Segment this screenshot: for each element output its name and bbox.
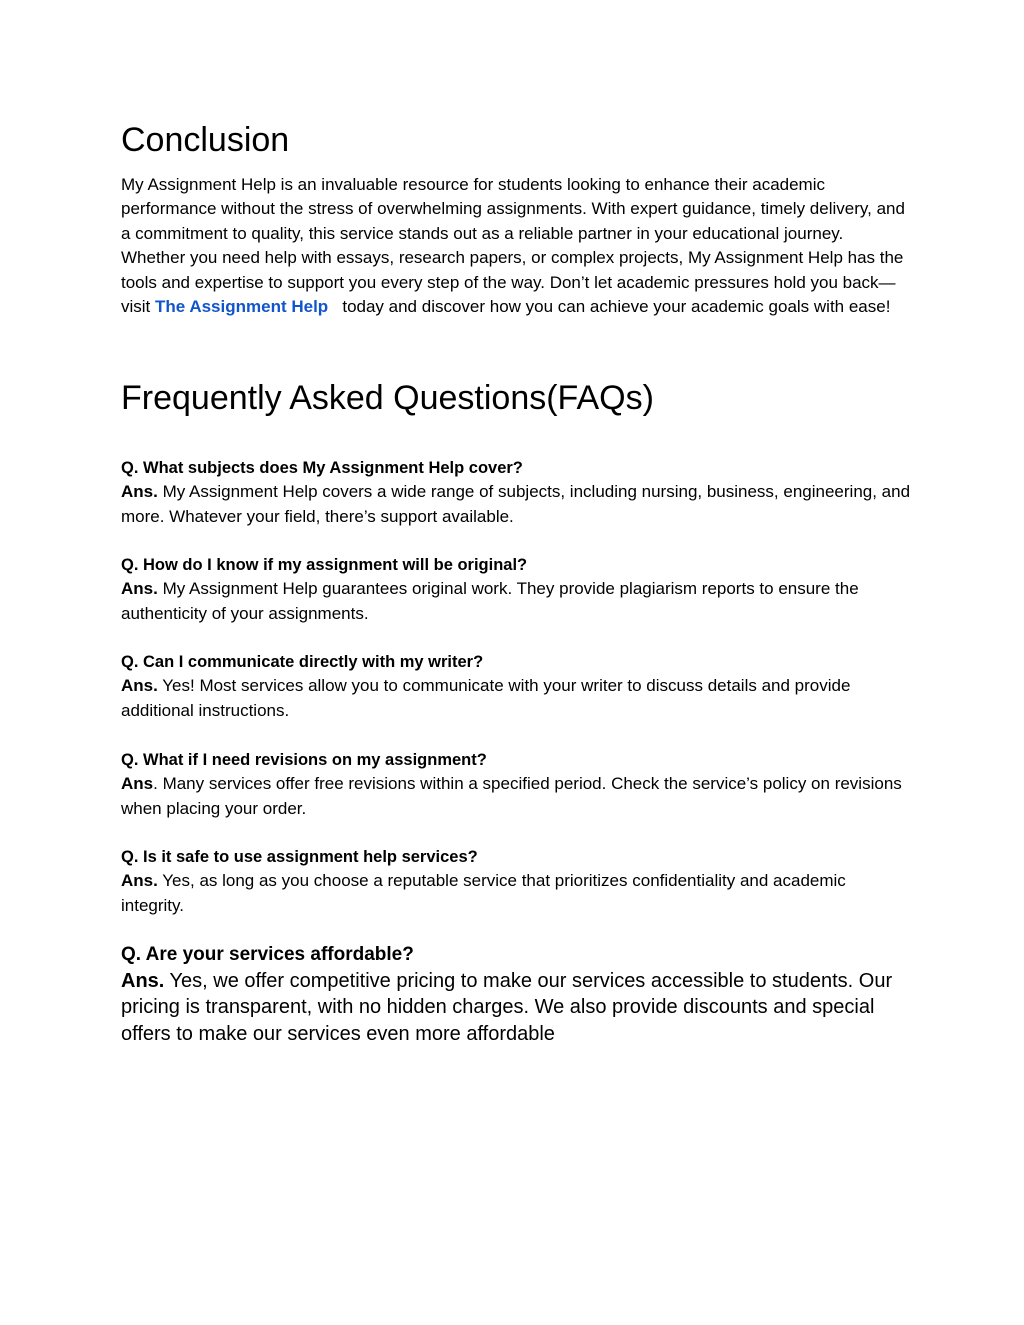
faq-answer: [121, 674, 911, 723]
conclusion-heading: Conclusion: [121, 121, 290, 159]
the-assignment-help-link[interactable]: The Assignment Help: [155, 297, 329, 317]
answer-label: Ans: [121, 774, 154, 794]
answer-label: Ans.: [121, 482, 158, 502]
answer-text: . Many services offer free revisions within a specified period. Check the service’s policy on revisions when placing your order.: [121, 774, 902, 818]
faq-item: [121, 748, 911, 821]
answer-label: Ans.: [121, 676, 158, 696]
faq-item: [121, 553, 911, 626]
faq-answer: [121, 480, 911, 529]
faq-answer: [121, 869, 911, 918]
conclusion-text-before-link: My Assignment Help is an invaluable resource for students looking to enhance their academic performance without the stress of overwhelming assignments. With expert guidance, timely delivery, and a commitment to quality, this service stands out as a reliable partner in your educational journey. Whether you need help with essays, research papers, or complex projects, My Assignment Help has the tools and expertise to support you every step of the way. Don’t let academic pressures hold you back—visit: [121, 175, 905, 317]
answer-label: Ans.: [121, 970, 165, 992]
answer-text: Yes, we offer competitive pricing to make our services accessible to students. Our pricing is transparent, with no hidden charges. We also provide discounts and special offers to make our services even more affordable: [121, 970, 893, 1045]
faq-question: Q. What if I need revisions on my assignment?: [121, 751, 487, 769]
faq-question: Q. What subjects does My Assignment Help cover?: [121, 459, 523, 477]
faq-heading: Frequently Asked Questions(FAQs): [121, 379, 654, 417]
faq-answer: [121, 968, 911, 1047]
faq-item: [121, 942, 911, 1047]
faq-item: [121, 456, 911, 529]
faq-item: [121, 650, 911, 723]
answer-label: Ans.: [121, 579, 158, 599]
faq-answer: [121, 577, 911, 626]
answer-text: Yes, as long as you choose a reputable service that prioritizes confidentiality and academic integrity.: [121, 871, 846, 915]
answer-text: My Assignment Help guarantees original work. They provide plagiarism reports to ensure the authenticity of your assignments.: [121, 579, 859, 623]
conclusion-paragraph: [121, 173, 911, 319]
faq-question: Q. Is it safe to use assignment help services?: [121, 848, 478, 866]
answer-text: Yes! Most services allow you to communicate with your writer to discuss details and provide additional instructions.: [121, 676, 851, 720]
faq-item: [121, 845, 911, 918]
faq-question: Q. Can I communicate directly with my writer?: [121, 653, 484, 671]
conclusion-text-after-link: today and discover how you can achieve your academic goals with ease!: [328, 297, 891, 317]
answer-text: My Assignment Help covers a wide range of subjects, including nursing, business, engineering, and more. Whatever your field, there’s support available.: [121, 482, 911, 526]
faq-question: Q. How do I know if my assignment will be original?: [121, 556, 528, 574]
faq-question: Q. Are your services affordable?: [121, 944, 414, 965]
answer-label: Ans.: [121, 871, 158, 891]
faq-answer: [121, 772, 911, 821]
